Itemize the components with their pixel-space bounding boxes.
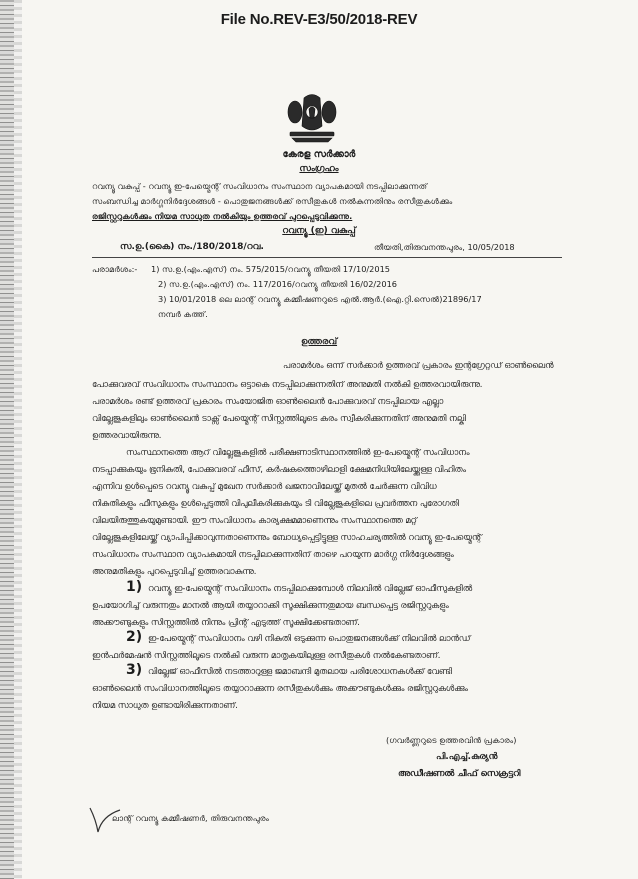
subject-line-1: റവന്യൂ വകുപ്പ് - റവന്യൂ ഇ-പേയ്മെന്റ് സംവിധാനം സംസ്ഥാന വ്യാപകമായി നടപ്പിലാക്കുന്നത് xyxy=(92,181,428,191)
directive-line: വില്ലേജ് ഓഫീസിൽ നടത്താറുള്ള ജമാബന്ദി മുതലായ പരിശോധനകൾക്ക് വേണ്ടി xyxy=(148,666,452,676)
directive-number: 3) xyxy=(126,662,143,678)
signatory-name: പി.എച്ച്.കുര്യൻ xyxy=(436,752,498,762)
department-name: റവന്യൂ (ഇ) വകുപ്പ് xyxy=(282,226,356,236)
file-number: File No.REV-E3/50/2018-REV xyxy=(220,11,418,28)
directive-line: നിയമ സാധുത ഉണ്ടായിരിക്കുന്നതാണ്. xyxy=(92,700,238,710)
government-name: കേരള സർക്കാർ xyxy=(282,149,356,160)
reference-3-cont: നമ്പർ കത്ത്. xyxy=(158,309,208,319)
directive-line: ഇ-പേയ്മെന്റ് സംവിധാനം വഴി നികുതി ഒടുക്കുന്ന പൊതുജനങ്ങൾക്ക് നിലവിൽ ലാൻഡ് xyxy=(148,633,471,643)
body-line: എന്നിവ ഉൾപ്പെടെ റവന്യൂ വകുപ്പ് മുഖേന സർക്കാർ ഖജനാവിലേയ്ക്ക് മുതൽ ചേർക്കുന്ന വിവിധ xyxy=(92,481,437,491)
body-line: സംസ്ഥാനത്തെ ആറ് വില്ലേജുകളിൽ പരീക്ഷണാടിസ്ഥാനത്തിൽ ഇ-പേയ്മെന്റ് സംവിധാനം xyxy=(126,447,470,457)
directive-line: ഓൺലൈൻ സംവിധാനത്തിലൂടെ തയ്യാറാക്കുന്ന രസീതുകൾക്കും അക്കൗണ്ടുകൾക്കും രജിസ്റ്ററുകൾക്കും xyxy=(92,683,468,693)
body-line: ഉത്തരവായിരുന്നു. xyxy=(92,430,162,440)
directive-number: 2) xyxy=(126,629,143,645)
directive-line: റവന്യൂ ഇ-പേയ്മെന്റ് സംവിധാനം നടപ്പിലാക്കുമ്പോൾ നിലവിൽ വില്ലേജ് ഓഫീസുകളിൽ xyxy=(148,583,473,593)
kerala-emblem-icon xyxy=(282,92,342,144)
scan-edge-shadow xyxy=(0,0,14,879)
directive-line: അക്കൗണ്ടുകളും സിസ്റ്റത്തിൽ നിന്നും പ്രിന്റ് എടുത്ത് സൂക്ഷിക്കേണ്ടതാണ്. xyxy=(92,617,360,627)
summary-label: സംഗ്രഹം xyxy=(299,164,339,174)
body-line: അനുമതികളും പുറപ്പെടുവിച്ച് ഉത്തരവാകുന്നു. xyxy=(92,566,257,576)
body-line: വിലയിരുത്തുകയുമുണ്ടായി. ഈ സംവിധാനം കാര്യക്ഷമമാണെന്നും സംസ്ഥാനത്തെ മറ്റ് xyxy=(92,515,417,525)
directive-number: 1) xyxy=(126,579,143,595)
body-line: വില്ലേജുകളിലും ഓൺലൈൻ ടാക്സ് പേയ്മെന്റ് സിസ്റ്റത്തിലൂടെ കരം സ്വീകരിക്കുന്നതിന് അനുമതി നല്കി xyxy=(92,413,466,423)
body-line: വില്ലേജുകളിലേയ്ക്ക് വ്യാപിപ്പിക്കാവുന്നതാണെന്നും ബോധ്യപ്പെട്ടിട്ടുള്ള സാഹചര്യത്തിൽ റവന്യൂ ഇ-പേയ്മെന്റ് xyxy=(92,532,482,542)
body-line: നടപ്പാക്കുകയും ഭൂനികുതി, പോക്കുവരവ് ഫീസ്, കർഷകത്തൊഴിലാളി ക്ഷേമനിധിയിലേയ്ക്കുള്ള വിഹിതം xyxy=(92,464,467,474)
body-line: സംവിധാനം സംസ്ഥാന വ്യാപകമായി നടപ്പിലാക്കുന്നതിന് താഴെ പറയുന്ന മാർഗ്ഗ നിർദ്ദേശങ്ങളും xyxy=(92,549,454,559)
body-line: പരാമർശം രണ്ട് ഉത്തരവ് പ്രകാരം സംയോജിത ഓൺലൈൻ പോക്കുവരവ് നടപ്പിലായ എല്ലാ xyxy=(92,396,444,406)
body-line: പോക്കുവരവ് സംവിധാനം സംസ്ഥാനം ഒട്ടാകെ നടപ്പിലാക്കുന്നതിന് അനുമതി നൽകി ഉത്തരവായിരുന്നു. xyxy=(92,379,483,389)
recipient-address: ലാന്റ് റവന്യൂ കമ്മീഷണർ, തിരുവനന്തപുരം xyxy=(112,813,269,823)
references-label: പരാമർശം:- xyxy=(92,264,138,274)
by-order-of-governor: (ഗവർണ്ണറുടെ ഉത്തരവിൻ പ്രകാരം) xyxy=(386,735,517,745)
scan-edge-shadow-inner xyxy=(14,0,22,879)
subject-line-2: സംബന്ധിച്ച മാർഗ്ഗനിർദ്ദേശങ്ങൾ - പൊതുജനങ്ങൾക്ക് രസീതുകൾ നൽകുന്നതിനും രസീതുകൾക്കും xyxy=(92,196,453,206)
directive-line: ഇൻഫർമേഷൻ സിസ്റ്റത്തിലൂടെ നൽകി വരുന്ന മാതൃകയിലുള്ള രസീതുകൾ നൽകേണ്ടതാണ്. xyxy=(92,650,441,660)
order-heading: ഉത്തരവ് xyxy=(300,337,338,347)
order-date: തീയതി,തിരുവനന്തപുരം, 10/05/2018 xyxy=(374,242,515,252)
header-divider xyxy=(92,257,562,258)
reference-3: 3) 10/01/2018 ലെ ലാന്റ് റവന്യൂ കമ്മീഷണറുടെ എൽ.ആർ.(ഐ.റ്റി.സെൽ)21896/17 xyxy=(158,294,482,304)
body-line: നികുതികളും ഫീസുകളും ഉൾപ്പെടുത്തി വിപുലീകരിക്കുകയും ടി വില്ലേജുകളിലെ പ്രവർത്തന പുരോഗതി xyxy=(92,498,459,508)
reference-1: 1) സ.ഉ.(എം.എസ്) നം. 575/2015/റവന്യൂ തീയതി 17/10/2015 xyxy=(151,264,391,274)
subject-line-3: രജിസ്റ്ററുകൾക്കും നിയമ സാധുത നൽകിയും ഉത്തരവ് പുറപ്പെടുവിക്കുന്നു. xyxy=(92,211,353,221)
directive-line: ഉപയോഗിച്ച് വരുന്നതും മാനൽ ആയി തയ്യാറാക്കി സൂക്ഷിക്കുന്നതുമായ ബന്ധപ്പെട്ട രജിസ്റ്ററുകളും xyxy=(92,600,449,610)
signatory-designation: അഡീഷണൽ ചീഫ് സെക്രട്ടറി xyxy=(398,769,521,779)
reference-2: 2) സ.ഉ.(എം.എസ്) നം. 117/2016/റവന്യൂ തീയതി 16/02/2016 xyxy=(158,279,398,289)
body-line: പരാമർശം ഒന്ന് സർക്കാർ ഉത്തരവ് പ്രകാരം ഇന്റഗ്രേറ്റഡ് ഓൺലൈൻ xyxy=(283,360,554,370)
order-number: സ.ഉ.(കൈ) നം./180/2018/റവ. xyxy=(120,242,264,252)
